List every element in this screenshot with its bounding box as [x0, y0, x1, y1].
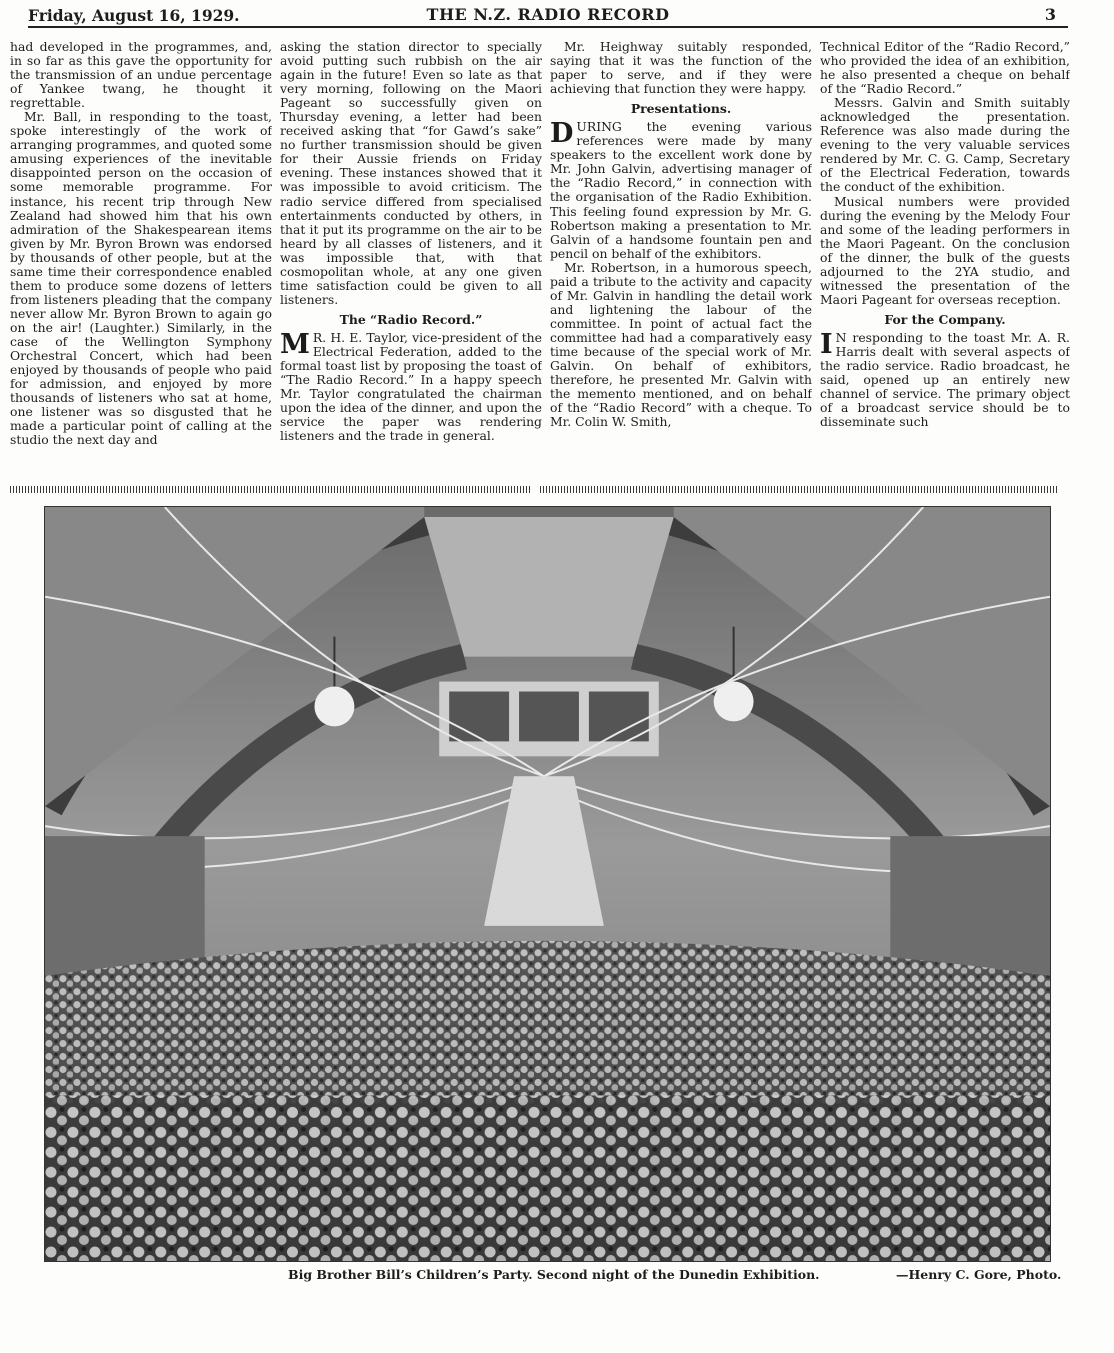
- article-column-3: [550, 40, 812, 484]
- drop-cap: M: [280, 328, 310, 360]
- paragraph: Messrs. Galvin and Smith suitably acknowledged the presentation. Reference was also made during the evening to the very valuable services rendered by Mr. C. G. Camp, Secretary of the Electrical Federation, towards the conduct of the exhibition.: [820, 95, 1070, 195]
- section-subheading: The “Radio Record.”: [339, 311, 483, 327]
- article-column-2: [280, 40, 542, 484]
- paragraph: [280, 328, 542, 444]
- photo-caption: Big Brother Bill’s Children’s Party. Second night of the Dunedin Exhibition.: [288, 1267, 820, 1282]
- paragraph: Mr. Robertson, in a humorous speech, paid a tribute to the activity and capacity of Mr. Galvin in handling the detail work and lightening the labour of the committee. In point of actual fact the committee had had a comparatively easy time because of the special work of Mr. Galvin. On behalf of exhibitors, therefore, he presented Mr. Galvin with the memento mentioned, and on behalf of the “Radio Record” with a cheque. To Mr. Colin W. Smith,: [550, 259, 812, 430]
- article-column-1: [10, 40, 272, 484]
- paragraph: [550, 120, 812, 260]
- photo-credit: —Henry C. Gore, Photo.: [896, 1267, 1062, 1282]
- photograph-childrens-party: [44, 506, 1051, 1262]
- section-subheading: Presentations.: [630, 101, 732, 117]
- masthead-title: THE N.Z. RADIO RECORD: [426, 5, 670, 24]
- paragraph: Technical Editor of the “Radio Record,” who provided the idea of an exhibition, he also presented a cheque on behalf of the “Radio Record.”: [820, 40, 1070, 97]
- paragraph: had developed in the programmes, and, in so far as this gave the opportunity for the transmission of an undue percentage of Yankee twang, he thought it regrettable.: [10, 40, 272, 111]
- paragraph-text: URING the evening various references were made by many speakers to the excellent work done by Mr. John Galvin, advertising manager of the “Radio Record,” in connection with the organisation of the Radio Exhibition. This feeling found expression by Mr. G. Robertson making a presentation to Mr. Galvin of a handsome fountain pen and pencil on behalf of the exhibitors.: [550, 119, 812, 261]
- paragraph-text: R. H. E. Taylor, vice-president of the Electrical Federation, added to the formal toast list by proposing the toast of “The Radio Record.” In a happy speech Mr. Taylor congratulated the chairman upon the idea of the dinner, and upon the service the paper was rendering listeners and the trade in general.: [280, 329, 542, 444]
- issue-date: Friday, August 16, 1929.: [28, 6, 240, 25]
- decorative-rule-left: [10, 486, 532, 493]
- page-header: [28, 4, 1068, 28]
- paragraph: Mr. Ball, in responding to the toast, spoke interestingly of the work of arranging programmes, and quoted some amusing experiences of the inevitable disappointed person on the occasion of some memorable programme. For instance, his recent trip through New Zealand had showed him that his own admiration of the Shakespearean items given by Mr. Byron Brown was endorsed by thousands of other people, but at the same time their correspondence enabled them to produce some dozens of letters from listeners pleading that the company never allow Mr. Byron Brown to again go on the air! (Laughter.) Similarly, in the case of the Wellington Symphony Orchestral Concert, which had been enjoyed by thousands of people who paid for admission, and enjoyed by more thousands of listeners who sat at home, one listener was so disgusted that he made a particular point of calling at the studio the next day and: [10, 109, 272, 448]
- drop-cap: I: [820, 328, 833, 360]
- paragraph: [820, 328, 1070, 430]
- paragraph: Musical numbers were provided during the evening by the Melody Four and some of the leading performers in the Maori Pageant. On the conclusion of the dinner, the bulk of the guests adjourned to the 2YA studio, and witnessed the presentation of the Maori Pageant for overseas reception.: [820, 193, 1070, 307]
- paragraph: Mr. Heighway suitably responded, saying that it was the function of the paper to serve, and if they were achieving that function they were happy.: [550, 40, 812, 97]
- section-subheading: For the Company.: [884, 311, 1006, 327]
- article-column-4: [820, 40, 1070, 484]
- hall-crowd-photo-icon: [45, 507, 1050, 1261]
- paragraph-text: N responding to the toast Mr. A. R. Harris dealt with several aspects of the radio service. Radio broadcast, he said, opened up an entirely new channel of service. The primary object of a broadcast service should be to disseminate such: [820, 329, 1070, 430]
- decorative-rule-right: [540, 486, 1058, 493]
- page-number: 3: [1044, 5, 1056, 24]
- paragraph: asking the station director to specially avoid putting such rubbish on the air again in the future! Even so late as that very morning, following on the Maori Pageant so successfully given on Thursday evening, a letter had been received asking that “for Gawd’s sake” no further transmission should be given for their Aussie friends on Friday evening. These instances showed that it was impossible to avoid criticism. The radio service differed from specialised entertainments conducted by others, in that it put its programme on the air to be heard by all classes of listeners, and it was impossible that, with that cosmopolitan whole, at any one given time satisfaction could be given to all listeners.: [280, 40, 542, 307]
- drop-cap: D: [550, 118, 574, 150]
